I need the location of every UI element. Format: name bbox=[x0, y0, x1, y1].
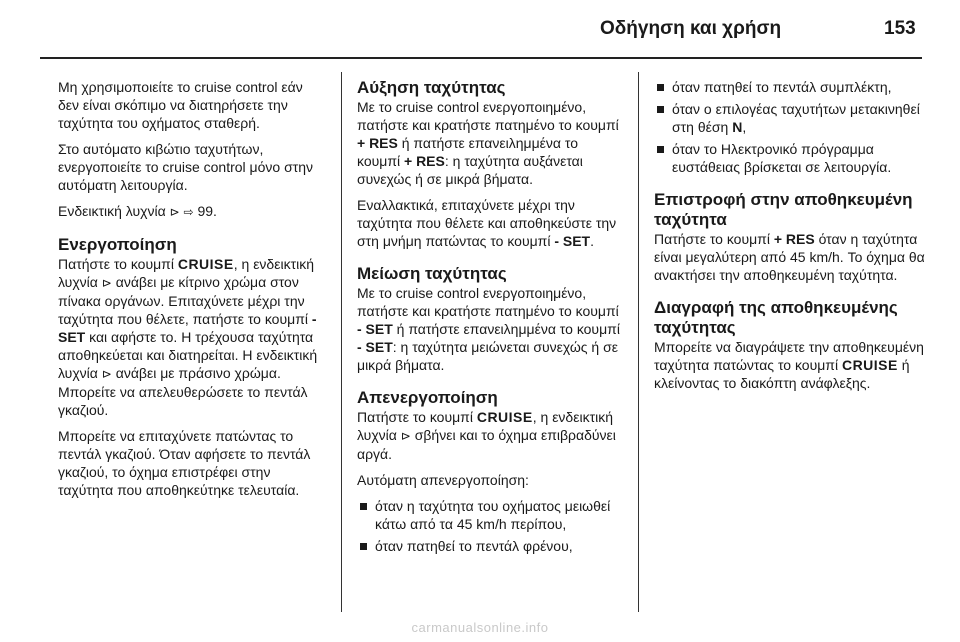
list-item: όταν πατηθεί το πεντάλ συμπλέκτη, bbox=[654, 78, 926, 96]
set-button-label: - SET bbox=[58, 311, 317, 345]
column-3 bbox=[654, 78, 926, 400]
auto-deactivation-list bbox=[357, 497, 623, 555]
res-button-label: + RES bbox=[773, 231, 815, 247]
cruise-button-label: CRUISE bbox=[841, 357, 898, 373]
list-item: όταν πατηθεί το πεντάλ φρένου, bbox=[357, 537, 623, 555]
column-1 bbox=[58, 78, 326, 507]
gear-position-n: N bbox=[732, 119, 743, 135]
heading-delete-stored-speed: Διαγραφή της αποθηκευμένης ταχύτητας bbox=[654, 298, 898, 337]
paragraph-accelerate: Μπορείτε να επιταχύνετε πατώντας το πεντάλ γκαζιού. Όταν αφήσετε το πεντάλ γκαζιού, το όχημα επιστρέφει στην ταχύτητα που αποθηκεύτηκε τελευταία. bbox=[58, 428, 311, 498]
cruise-button-label: CRUISE bbox=[177, 256, 234, 272]
set-button-label: - SET bbox=[357, 321, 393, 337]
heading-increase-speed: Αύξηση ταχύτητας bbox=[357, 78, 506, 97]
column-2 bbox=[357, 78, 623, 563]
res-button-label: + RES bbox=[357, 135, 398, 151]
paragraph-store-speed: Εναλλακτικά, επιταχύνετε μέχρι την ταχύτητα που θέλετε και αποθηκεύστε την στη μνήμη πατώντας το κουμπί - SET. bbox=[357, 197, 617, 249]
reference-arrow-icon: ⇨ bbox=[183, 205, 194, 219]
cruise-button-label: CRUISE bbox=[476, 409, 533, 425]
paragraph-activation: Πατήστε το κουμπί CRUISE, η ενδεικτική λυχνία ⊳ ανάβει με κίτρινο χρώμα στον πίνακα οργάνων. Επιταχύνετε μέχρι την ταχύτητα που θέλετε, πατήστε το κουμπί - SET και αφήστε το. Η τρέχουσα ταχύτητα αποθηκεύεται και διατηρείται. Η ενδεικτική λυχνία ⊳ ανάβει με πράσινο χρώμα. Μπορείτε να απελευθερώσετε το πεντάλ γκαζιού. bbox=[58, 256, 318, 418]
list-item: όταν το Ηλεκτρονικό πρόγραμμα ευστάθειας βρίσκεται σε λειτουργία. bbox=[654, 140, 926, 176]
heading-decrease-speed: Μείωση ταχύτητας bbox=[357, 264, 507, 283]
res-button-label: + RES bbox=[404, 153, 445, 169]
paragraph-deactivation: Πατήστε το κουμπί CRUISE, η ενδεικτική λυχνία ⊳ σβήνει και το όχημα επιβραδύνει αργά. bbox=[357, 409, 616, 462]
paragraph-increase-speed: Με το cruise control ενεργοποιημένο, πατήστε και κρατήστε πατημένο το κουμπί + RES ή πατήστε επανειλημμένα το κουμπί + RES: η ταχύτητα αυξάνεται συνεχώς ή σε μικρά βήματα. bbox=[357, 99, 619, 187]
heading-deactivation: Απενεργοποίηση bbox=[357, 388, 498, 407]
column-divider-1 bbox=[341, 72, 342, 612]
set-button-label: - SET bbox=[554, 233, 591, 249]
paragraph-auto-deactivation: Αυτόματη απενεργοποίηση: bbox=[357, 472, 529, 488]
column-divider-2 bbox=[638, 72, 639, 612]
paragraph-delete-stored-speed: Μπορείτε να διαγράψετε την αποθηκευμένη ταχύτητα πατώντας το κουμπί CRUISE ή κλείνοντας το διακόπτη ανάφλεξης. bbox=[654, 339, 924, 391]
list-item: όταν ο επιλογέας ταχυτήτων μετακινηθεί στη θέση N, bbox=[654, 100, 926, 136]
list-item: όταν η ταχύτητα του οχήματος μειωθεί κάτω από τα 45 km/h περίπου, bbox=[357, 497, 623, 533]
paragraph-indicator-ref: Ενδεικτική λυχνία ⊳ ⇨ 99. bbox=[58, 203, 217, 219]
auto-deactivation-list-cont bbox=[654, 78, 926, 176]
paragraph-return-to-stored-speed: Πατήστε το κουμπί + RES όταν η ταχύτητα είναι μεγαλύτερη από 45 km/h. Το όχημα θα ανακτήσει την αποθηκευμένη ταχύτητα. bbox=[654, 231, 925, 283]
heading-return-to-stored-speed: Επιστροφή στην αποθηκευμένη ταχύτητα bbox=[654, 190, 913, 229]
paragraph-automatic-gearbox: Στο αυτόματο κιβώτιο ταχυτήτων, ενεργοποιείτε το cruise control μόνο στην αυτόματη λειτουργία. bbox=[58, 141, 314, 193]
paragraph-cruise-warning: Μη χρησιμοποιείτε το cruise control εάν δεν είναι σκόπιμο να διατηρήσετε την ταχύτητα του οχήματος σταθερή. bbox=[58, 79, 303, 131]
header-rule bbox=[40, 57, 922, 59]
page-header-title: Οδήγηση και χρήση bbox=[600, 18, 782, 39]
cruise-indicator-icon: ⊳ bbox=[169, 205, 180, 219]
cruise-indicator-icon: ⊳ bbox=[101, 367, 112, 381]
heading-activation: Ενεργοποίηση bbox=[58, 235, 177, 254]
cruise-indicator-icon: ⊳ bbox=[101, 276, 112, 290]
set-button-label: - SET bbox=[357, 339, 393, 355]
paragraph-decrease-speed: Με το cruise control ενεργοποιημένο, πατήστε και κρατήστε πατημένο το κουμπί - SET ή πατήστε επανειλημμένα το κουμπί - SET: η ταχύτητα μειώνεται συνεχώς ή σε μικρά βήματα. bbox=[357, 285, 620, 373]
cruise-indicator-icon: ⊳ bbox=[400, 429, 411, 443]
page-reference: 99. bbox=[197, 203, 217, 219]
page-number: 153 bbox=[884, 18, 916, 39]
watermark: carmanualsonline.info bbox=[411, 620, 549, 635]
